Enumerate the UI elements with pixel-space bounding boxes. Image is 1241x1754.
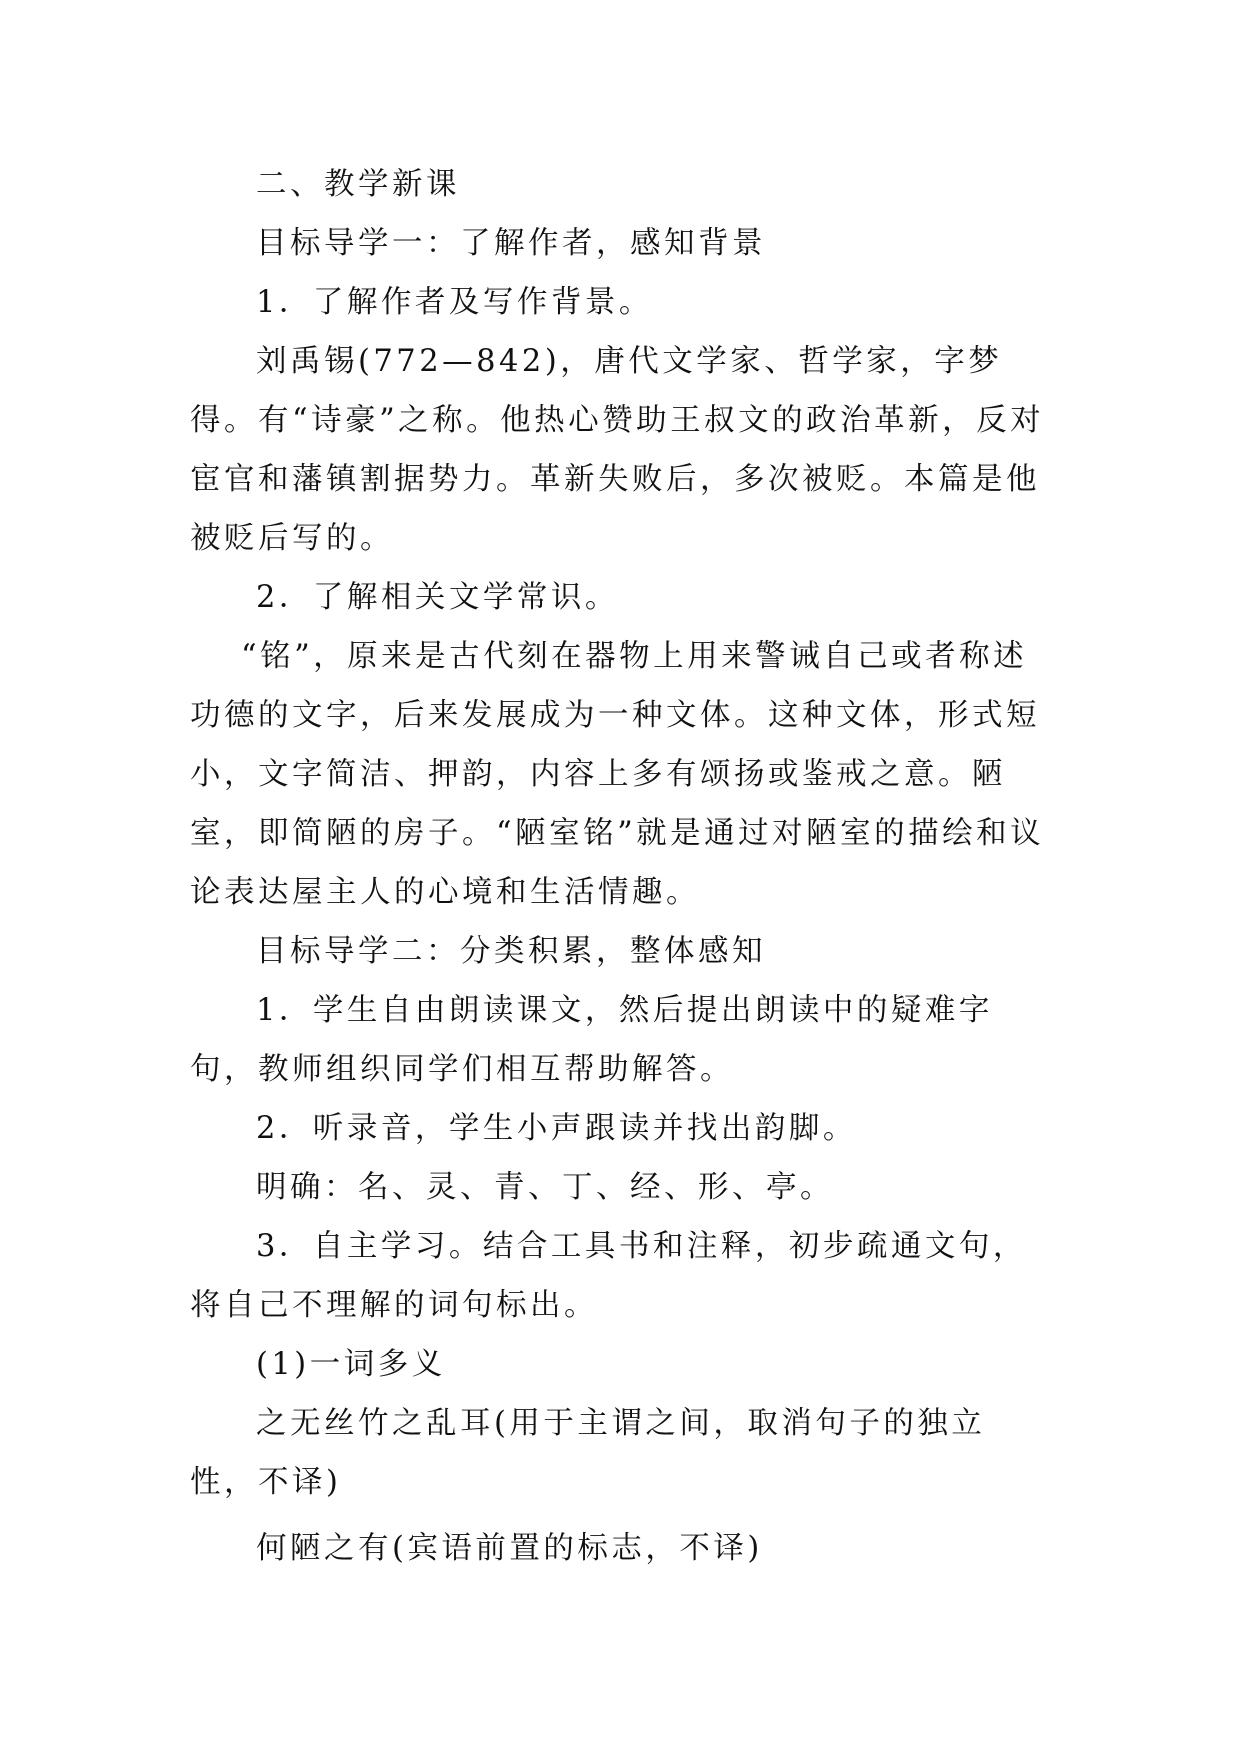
section-heading: 二、教学新课 (256, 167, 460, 202)
activity-paragraph: 3．自主学习。结合工具书和注释，初步疏通文句，将自己不理解的词句标出。 (190, 1229, 1027, 1323)
objective-heading-2: 目标导学二：分类积累，整体感知 (256, 934, 766, 969)
author-paragraph: 刘禹锡(772—842)，唐代文学家、哲学家，字梦得。有“诗豪”之称。他热心赞助王叔文的政治革新，反对宦官和藩镇割据势力。革新失败后，多次被贬。本篇是他被贬后写的。 (190, 344, 1045, 556)
item-heading: 1．了解作者及写作背景。 (256, 285, 653, 320)
answer-paragraph: 明确：名、灵、青、丁、经、形、亭。 (256, 1170, 834, 1205)
document-body (190, 155, 1052, 1578)
literary-knowledge-paragraph: “铭”，原来是古代刻在器物上用来警诫自己或者称述功德的文字，后来发展成为一种文体。这种文体，形式短小，文字简洁、押韵，内容上多有颂扬或鉴戒之意。陋室，即简陋的房子。“陋室铭”就是通过对陋室的描绘和议论表达屋主人的心境和生活情趣。 (190, 639, 1045, 910)
activity-paragraph: 1．学生自由朗读课文，然后提出朗读中的疑难字句，教师组织同学们相互帮助解答。 (190, 993, 993, 1087)
example-paragraph: 何陋之有(宾语前置的标志，不译) (256, 1531, 763, 1566)
objective-heading-1: 目标导学一：了解作者，感知背景 (256, 226, 766, 261)
item-heading: 2．了解相关文学常识。 (256, 580, 619, 615)
subsection-heading: (1)一词多义 (256, 1347, 446, 1382)
example-paragraph: 之无丝竹之乱耳(用于主谓之间，取消句子的独立性，不译) (190, 1406, 986, 1500)
activity-paragraph: 2．听录音，学生小声跟读并找出韵脚。 (256, 1111, 857, 1146)
